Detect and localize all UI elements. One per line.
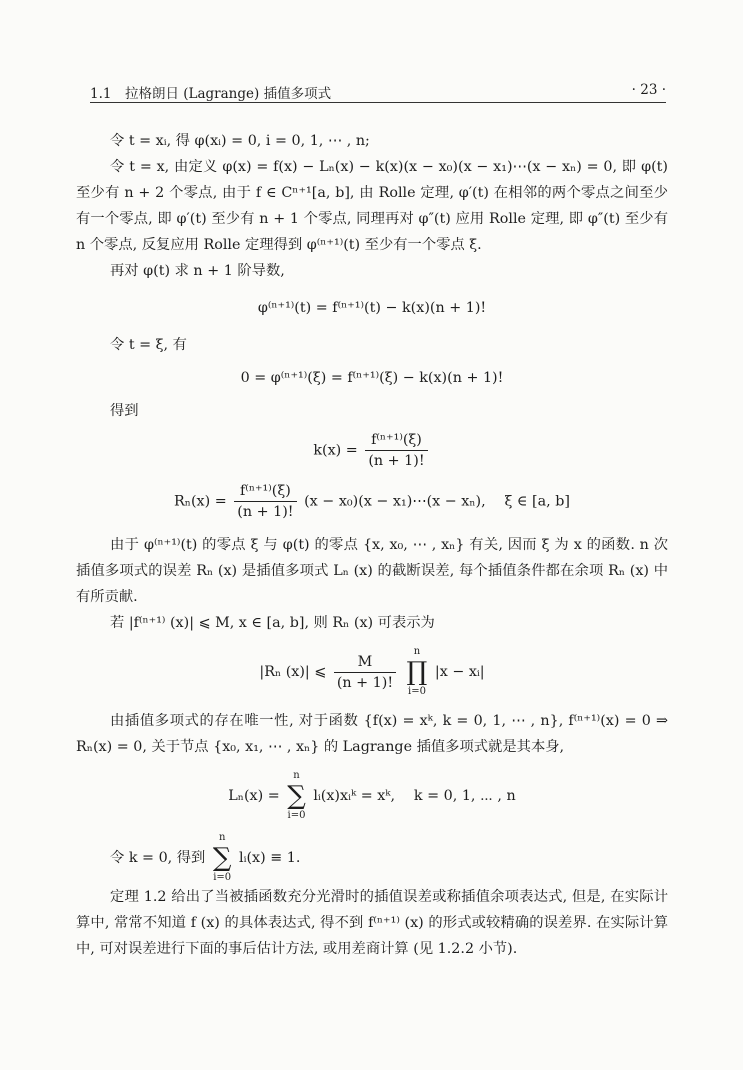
paragraph-6: 由于 φ⁽ⁿ⁺¹⁾(t) 的零点 ξ 与 φ(t) 的零点 {x, x₀, ⋯ , xₙ} 有关, 因而 ξ 为 x 的函数. n 次插值多项式的误差 Rₙ (x) 是插值多项式 Lₙ (x) 的截断误差, 每个插值条件都在余项 Rₙ (x) 中有所贡献. <box>76 537 668 605</box>
sum-upper-limit: n <box>293 770 300 781</box>
equation-derivative: φ⁽ⁿ⁺¹⁾(t) = f⁽ⁿ⁺¹⁾(t) − k(x)(n + 1)! <box>257 300 487 316</box>
equation-zero: 0 = φ⁽ⁿ⁺¹⁾(ξ) = f⁽ⁿ⁺¹⁾(ξ) − k(x)(n + 1)! <box>240 370 504 386</box>
page-body <box>76 128 668 962</box>
sum-inline-lower-limit: i=0 <box>213 872 232 883</box>
equation-remainder-numerator: f⁽ⁿ⁺¹⁾(ξ) <box>234 481 296 502</box>
paragraph-10: 定理 1.2 给出了当被插函数充分光滑时的插值误差或称插值余项表达式, 但是, 在实际计算中, 常常不知道 f (x) 的具体表达式, 得不到 f⁽ⁿ⁺¹⁾ (x) 的形式或较精确的误差界. 在实际计算中, 可对误差进行下面的事后估计方法, 或用差商计算 (见 1.2.2 小节). <box>76 889 668 957</box>
product-upper-limit: n <box>413 646 421 657</box>
paragraph-1: 令 t = xᵢ, 得 φ(xᵢ) = 0, i = 0, 1, ⋯ , n; <box>110 133 370 149</box>
paragraph-9-post: lᵢ(x) ≡ 1. <box>239 850 301 866</box>
sum-lower-limit: i=0 <box>287 810 306 821</box>
product-operator <box>407 646 428 698</box>
equation-remainder-fraction <box>234 481 296 522</box>
equation-remainder-lhs: Rₙ(x) = <box>174 493 227 510</box>
equation-k-lhs: k(x) = <box>313 442 358 459</box>
sum-operator-inline <box>213 832 232 884</box>
paragraph-2: 令 t = x, 由定义 φ(x) = f(x) − Lₙ(x) − k(x)(x − x₀)(x − x₁)⋯(x − xₙ) = 0, 即 φ(t) 至少有 n + 2 个零点, 由于 f ∈ Cⁿ⁺¹[a, b], 由 Rolle 定理, φ′(t) 在相邻的两个零点之间至少有一个零点, 即 φ′(t) 至少有 n + 1 个零点, 同理再对 φ″(t) 应用 Rolle 定理, 即 φ″(t) 至少有 n 个零点, 反复应用 Rolle 定理得到 φ⁽ⁿ⁺¹⁾(t) 至少有一个零点 ξ. <box>76 159 668 253</box>
equation-remainder-rhs: (x − x₀)(x − x₁)⋯(x − xₙ), ξ ∈ [a, b] <box>304 493 570 510</box>
paragraph-8: 由插值多项式的存在唯一性, 对于函数 {f(x) = xᵏ, k = 0, 1, ⋯ , n}, f⁽ⁿ⁺¹⁾(x) = 0 ⇒ Rₙ(x) = 0, 关于节点 {x₀, x₁, ⋯ , xₙ} 的 Lagrange 插值多项式就是其本身, <box>76 713 668 755</box>
paragraph-4: 令 t = ξ, 有 <box>110 337 187 353</box>
paragraph-5: 得到 <box>110 403 139 419</box>
equation-bound-rhs: |x − xᵢ| <box>434 664 485 680</box>
paragraph-7: 若 |f⁽ⁿ⁺¹⁾ (x)| ⩽ M, x ∈ [a, b], 则 Rₙ (x) 可表示为 <box>110 615 435 631</box>
equation-k <box>76 430 668 471</box>
equation-bound-denominator: (n + 1)! <box>336 674 394 691</box>
equation-k-numerator: f⁽ⁿ⁺¹⁾(ξ) <box>365 430 427 451</box>
equation-k-fraction <box>365 430 427 471</box>
equation-bound-lhs: |Rₙ (x)| ⩽ <box>259 664 327 680</box>
paragraph-3: 再对 φ(t) 求 n + 1 阶导数, <box>110 263 285 279</box>
product-lower-limit: i=0 <box>408 686 426 697</box>
sum-inline-symbol: ∑ <box>212 843 232 873</box>
paragraph-9 <box>76 832 668 884</box>
equation-remainder <box>76 481 668 522</box>
equation-k-denominator: (n + 1)! <box>368 453 425 469</box>
equation-lagrange-lhs: Lₙ(x) = <box>228 788 280 804</box>
product-symbol: ∏ <box>406 657 428 687</box>
equation-lagrange-sum <box>76 770 668 822</box>
equation-bound <box>76 646 668 698</box>
equation-bound-fraction <box>334 652 396 693</box>
equation-remainder-denominator: (n + 1)! <box>237 504 294 520</box>
sum-symbol: ∑ <box>287 781 306 811</box>
section-title: 1.1 拉格朗日 (Lagrange) 插值多项式 <box>90 86 332 102</box>
paragraph-9-pre: 令 k = 0, 得到 <box>110 850 206 866</box>
page-number: · 23 · <box>631 82 666 98</box>
running-head <box>90 80 666 103</box>
sum-inline-upper-limit: n <box>218 832 226 843</box>
equation-lagrange-rhs: lᵢ(x)xᵢᵏ = xᵏ, k = 0, 1, ⋯ , n <box>313 788 516 804</box>
equation-bound-numerator: M <box>334 652 396 673</box>
sum-operator <box>287 770 306 822</box>
